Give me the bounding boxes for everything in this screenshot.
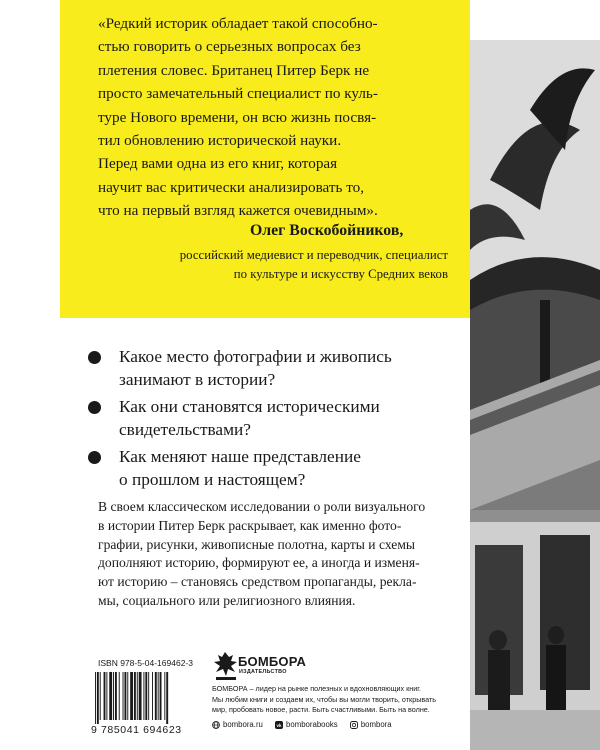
barcode-number: 9 785041 694623 [91, 724, 182, 736]
bullet-icon [88, 401, 101, 414]
barcode-bar [106, 672, 107, 720]
barcode-bar [152, 672, 153, 720]
barcode-bar [115, 672, 117, 720]
vk-icon [275, 721, 283, 729]
quote-line: тил обновлению исторической науки. [98, 132, 342, 150]
bullet-icon [88, 351, 101, 364]
globe-icon [212, 721, 220, 729]
publisher-subtitle: ИЗДАТЕЛЬСТВО [239, 669, 287, 675]
bullet-text: свидетельствами? [119, 419, 251, 439]
barcode-bar [95, 672, 96, 724]
description-line: ют историю – становясь средством пропаганды, рекла- [98, 574, 417, 590]
description-line: мы, социального или религиозного влияния. [98, 592, 356, 608]
author-role-line: российский медиевист и переводчик, специалист [179, 248, 448, 262]
barcode-bar [166, 672, 168, 724]
barcode-bar [158, 672, 159, 720]
quote-line: туре Нового времени, он всю жизнь посвя- [98, 108, 377, 126]
publisher-description [212, 684, 472, 716]
bullet-text: о прошлом и настоящем? [119, 469, 306, 489]
website-link-text: bombora.ru [223, 720, 263, 729]
quote-author: Олег Воскобойников, [250, 222, 404, 239]
description-line: В своем классическом исследовании о роли визуального [98, 499, 426, 514]
barcode-bar [155, 672, 157, 720]
barcode-bar [123, 672, 124, 720]
quote-line: «Редкий историк обладает такой способно- [98, 15, 378, 32]
barcode-bar [127, 672, 128, 720]
publisher-links [212, 720, 402, 731]
author-role-line: по культуре и искусству Средних веков [233, 266, 448, 281]
list-item [82, 346, 472, 391]
barcode-image [93, 672, 201, 724]
instagram-link[interactable] [350, 720, 392, 729]
barcode-bar [139, 672, 142, 720]
barcode-bar [119, 672, 120, 720]
quote-line: плетения словес. Британец Питер Берк не [98, 61, 370, 79]
isbn: ISBN 978-5-04-169462-3 [98, 658, 193, 668]
barcode-bar [148, 672, 149, 720]
quote-text [98, 12, 458, 223]
quote-line: просто замечательный специалист по куль- [98, 85, 378, 103]
publisher-desc-line: БОМБОРА – лидер на рынке полезных и вдохновляющих книг. [212, 684, 421, 693]
barcode-bar [143, 672, 144, 720]
bombora-logo-icon [211, 650, 241, 682]
quote-line: стью говорить о серьезных вопросах без [98, 38, 361, 56]
bullet-text: Какое место фотографии и живопись [119, 347, 392, 366]
bullet-text: занимают в истории? [119, 369, 276, 389]
bullet-text: Как меняют наше представление [119, 447, 361, 467]
svg-text:vk: vk [276, 722, 282, 728]
quote-line: что на первый взгляд кажется очевидным». [98, 202, 378, 220]
publisher-desc-line: мир, пробовать новое, расти. Быть счастливыми. Быть на волне. [212, 705, 430, 715]
list-item [82, 396, 472, 441]
bullet-text: Как они становятся историческими [119, 397, 380, 417]
description-line: графии, рисунки, живописные полотна, карты и схемы [98, 536, 416, 552]
instagram-link-text: bombora [360, 720, 392, 729]
description-line: дополняют историю, формируют ее, а иногда и изменя- [98, 555, 420, 571]
barcode-bar [134, 672, 136, 720]
quote-line: научит вас критически анализировать то, [98, 178, 365, 196]
vk-link-text: bomborabooks [286, 720, 338, 729]
barcode-bar [113, 672, 114, 720]
photo-illustration [470, 40, 600, 750]
publisher-name: БОМБОРА [238, 654, 307, 669]
key-questions-list [82, 346, 472, 497]
list-item [82, 446, 472, 491]
barcode-bar [109, 672, 112, 720]
barcode-bar [160, 672, 162, 720]
description-line: в истории Питер Берк раскрывает, как именно фото- [98, 517, 402, 533]
bullet-icon [88, 451, 101, 464]
quote-line: Перед вами одна из его книг, которая [98, 155, 338, 173]
publisher-desc-line: Мы любим книги и создаем их, чтобы вы могли творить, открывать [212, 694, 436, 704]
barcode-bar [164, 672, 165, 720]
instagram-icon [350, 721, 358, 729]
barcode-bar [145, 672, 147, 720]
cover-photo [470, 40, 600, 750]
vk-link[interactable] [275, 720, 338, 729]
barcode-bar [104, 672, 106, 720]
barcode-bar [100, 672, 101, 720]
barcode-bar [137, 672, 138, 720]
website-link[interactable] [212, 720, 263, 729]
barcode-bar [97, 672, 99, 724]
barcode-bar [130, 672, 133, 720]
book-description [98, 498, 468, 611]
quote-author-role [98, 246, 448, 283]
barcode-bar [124, 672, 126, 720]
